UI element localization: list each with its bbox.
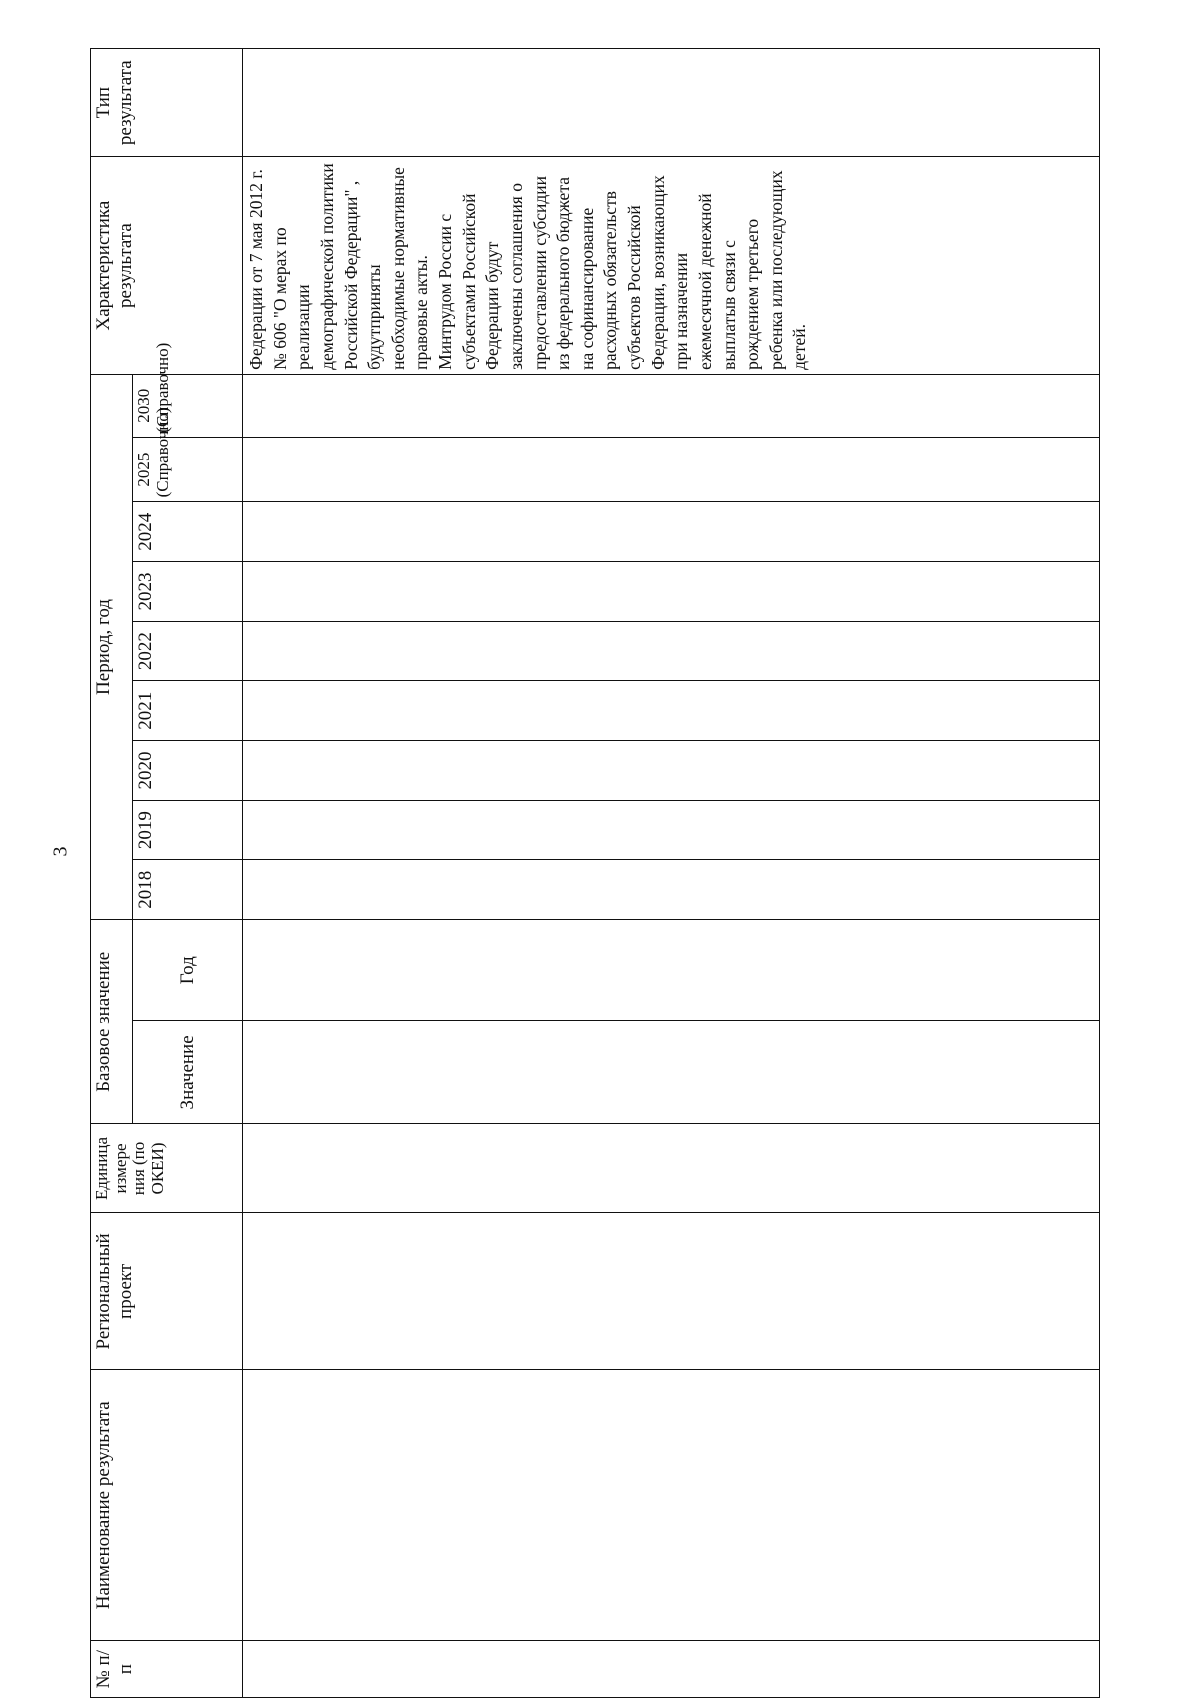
cell-value-2020: [243, 741, 1100, 801]
cell-value-2030: [243, 374, 1100, 437]
header-year-2024: 2024: [133, 502, 243, 562]
header-base: Базовое значение: [91, 920, 133, 1124]
header-num: № п/п: [91, 1641, 243, 1698]
cell-name: [243, 1370, 1100, 1641]
cell-characteristic: Федерации от 7 мая 2012 г. № 606 "О мерах по реализации демографической политики Российской Федерации" , будутприняты необходимые нормативные правовые акты. Минтрудом России с субъектами Российской Федерации будут заключены соглашения о предоставлении субсидии из федерального бюджета на софинансирование расходных обязательств субъектов Российской Федерации, возникающих при назначении ежемесячной денежной выплатыв связи с рождением третьего ребенка или последующих детей.: [243, 157, 1100, 374]
header-project: Региональный проект: [91, 1213, 243, 1370]
header-base-value: Значение: [133, 1021, 243, 1124]
cell-num: [243, 1641, 1100, 1698]
page-number: 3: [49, 846, 72, 857]
header-year-2021: 2021: [133, 681, 243, 741]
header-characteristic: Характеристика результата: [91, 157, 243, 374]
cell-type: [243, 49, 1100, 157]
header-year-2023: 2023: [133, 562, 243, 622]
cell-base-year: [243, 920, 1100, 1021]
cell-unit: [243, 1124, 1100, 1213]
header-year-2022: 2022: [133, 621, 243, 681]
cell-value-2021: [243, 681, 1100, 741]
header-unit: Единица измере ния (по ОКЕИ): [91, 1124, 243, 1213]
cell-value-2018: [243, 860, 1100, 920]
cell-project: [243, 1213, 1100, 1370]
rotated-table-container: [90, 48, 1100, 1698]
header-year-2019: 2019: [133, 800, 243, 860]
cell-value-2023: [243, 562, 1100, 622]
header-type: Тип результата: [91, 49, 243, 157]
table-row: [243, 49, 1100, 1698]
cell-value-2025: [243, 437, 1100, 502]
results-table: [90, 48, 1100, 1698]
cell-base-value: [243, 1021, 1100, 1124]
header-base-year: Год: [133, 920, 243, 1021]
header-name: Наименование результата: [91, 1370, 243, 1641]
header-row-1: [91, 49, 133, 1698]
cell-value-2019: [243, 800, 1100, 860]
cell-value-2024: [243, 502, 1100, 562]
header-year-2020: 2020: [133, 741, 243, 801]
header-year-2018: 2018: [133, 860, 243, 920]
header-year-2030: 2030 (Справочно): [133, 374, 243, 437]
header-period: Период, год: [91, 374, 133, 919]
header-year-2025: 2025 (Справочно): [133, 437, 243, 502]
cell-value-2022: [243, 621, 1100, 681]
